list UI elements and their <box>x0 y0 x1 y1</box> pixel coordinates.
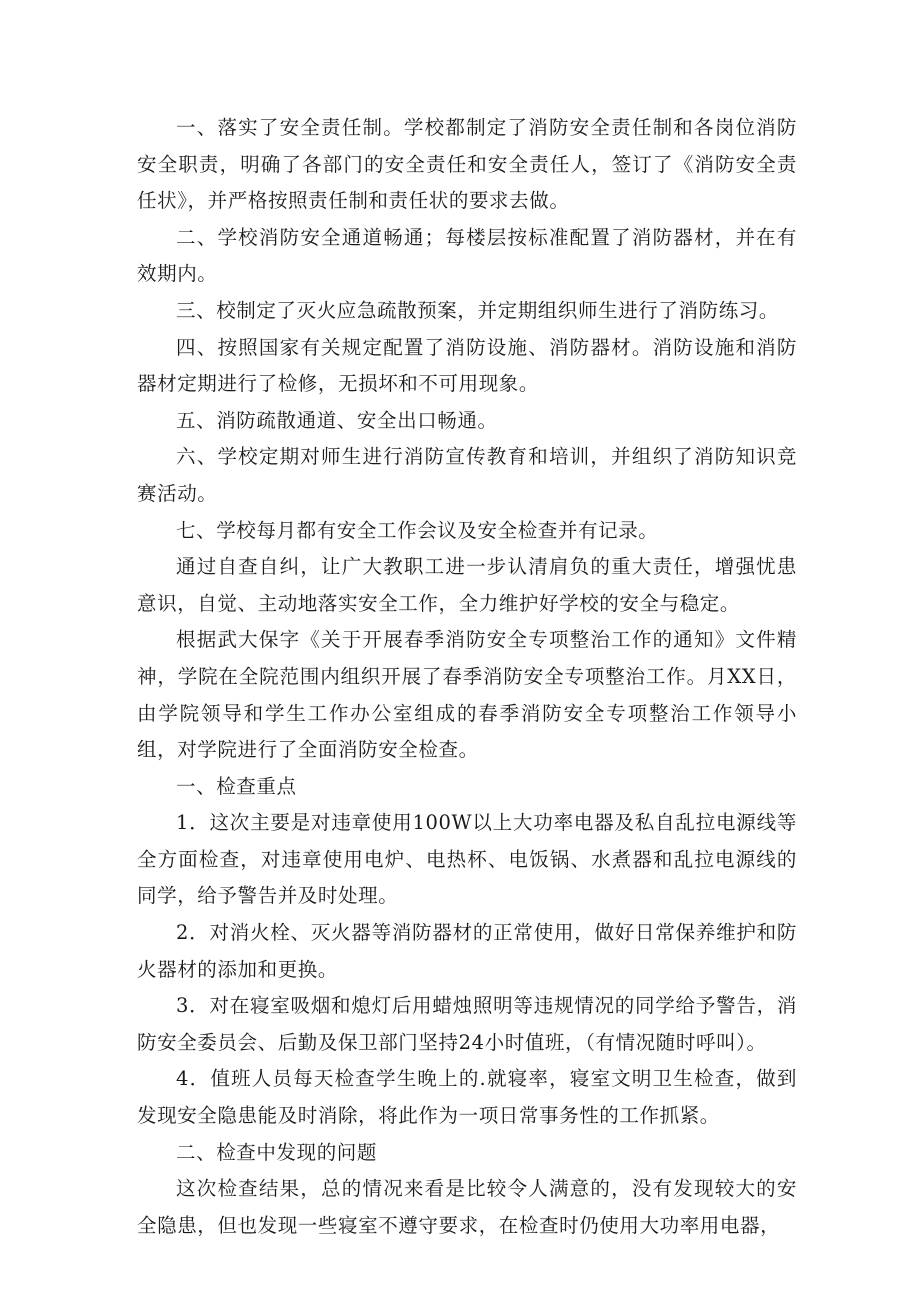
paragraph: 三、校制定了灭火应急疏散预案，并定期组织师生进行了消防练习。 <box>176 298 780 322</box>
paragraph: 根据武大保字《关于开展春季消防安全专项整治工作的通知》文件精神，学院在全院范围内组织开展了春季消防安全专项整治工作。月XX日，由学院领导和学生工作办公室组成的春季消防安全专项整治工作领导小组，对学院进行了全面消防安全检查。 <box>137 628 797 762</box>
section-heading: 一、检查重点 <box>176 774 297 798</box>
list-item: 1．这次主要是对违章使用100W以上大功率电器及私自乱拉电源线等全方面检查，对违章使用电炉、电热杯、电饭锅、水煮器和乱拉电源线的同学，给予警告并及时处理。 <box>137 811 797 908</box>
document-page <box>137 110 797 1244</box>
list-item: 3．对在寝室吸烟和熄灯后用蜡烛照明等违规情况的同学给予警告，消防安全委员会、后勤及保卫部门坚持24小时值班，（有情况随时呼叫）。 <box>137 994 797 1054</box>
paragraph: 六、学校定期对师生进行消防宣传教育和培训，并组织了消防知识竞赛活动。 <box>137 445 797 505</box>
paragraph: 七、学校每月都有安全工作会议及安全检查并有记录。 <box>176 518 659 542</box>
paragraph: 一、落实了安全责任制。学校都制定了消防安全责任制和各岗位消防安全职责，明确了各部门的安全责任和安全责任人，签订了《消防安全责任状》，并严格按照责任制和责任状的要求去做。 <box>137 116 797 213</box>
paragraph: 这次检查结果，总的情况来看是比较令人满意的，没有发现较大的安全隐患，但也发现一些寝室不遵守要求，在检查时仍使用大功率用电器， <box>137 1177 797 1237</box>
section-heading: 二、检查中发现的问题 <box>176 1140 378 1164</box>
paragraph: 通过自查自纠，让广大教职工进一步认清肩负的重大责任，增强忧患意识，自觉、主动地落实安全工作，全力维护好学校的安全与稳定。 <box>137 555 797 615</box>
list-item: 2．对消火栓、灭火器等消防器材的正常使用，做好日常保养维护和防火器材的添加和更换。 <box>137 921 797 981</box>
list-item: 4．值班人员每天检查学生晚上的.就寝率，寝室文明卫生检查，做到发现安全隐患能及时消除，将此作为一项日常事务性的工作抓紧。 <box>137 1067 797 1128</box>
paragraph: 五、消防疏散通道、安全出口畅通。 <box>176 408 498 432</box>
paragraph: 四、按照国家有关规定配置了消防设施、消防器材。消防设施和消防器材定期进行了检修，无损坏和不可用现象。 <box>137 335 797 396</box>
paragraph: 二、学校消防安全通道畅通；每楼层按标准配置了消防器材，并在有效期内。 <box>137 225 797 286</box>
